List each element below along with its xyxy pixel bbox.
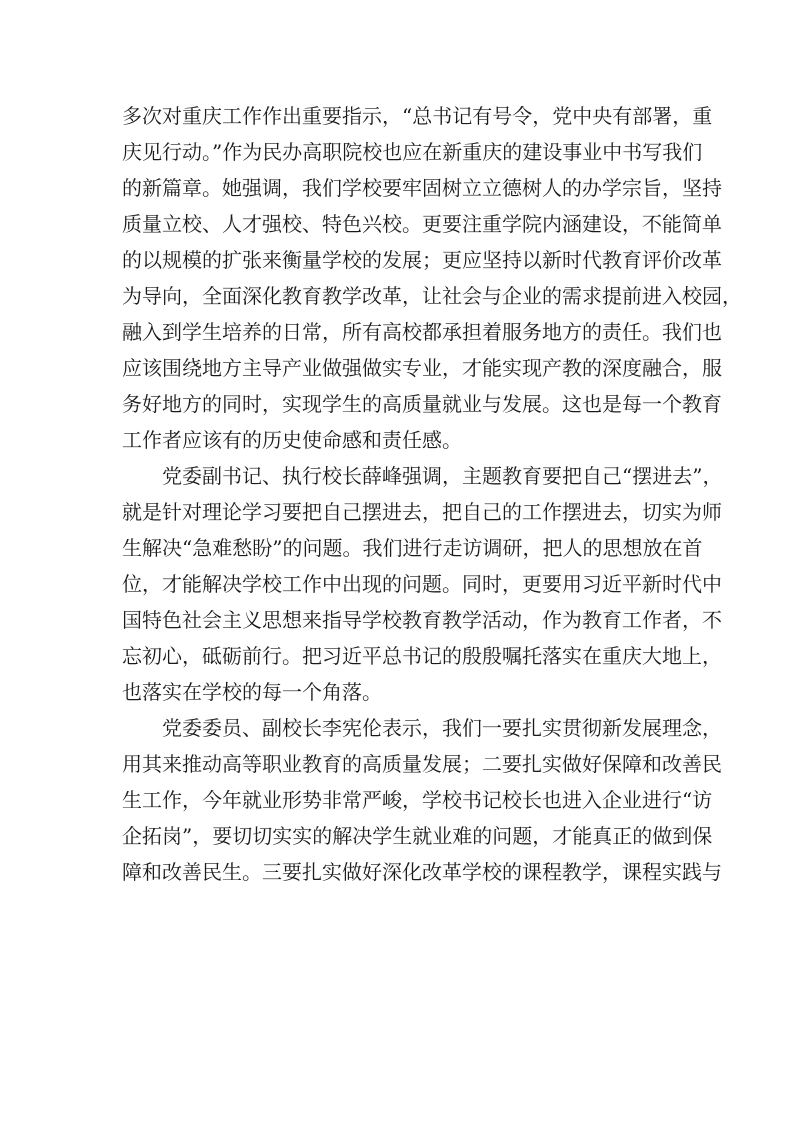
paragraph-2-line-5: 国特色社会主义思想来指导学校教育教学活动，作为教育工作者，不 <box>122 608 722 632</box>
paragraph-3-line-5: 障和改善民生。三要扎实做好深化改革学校的课程教学，课程实践与 <box>122 860 722 884</box>
paragraph-2-line-2: 就是针对理论学习要把自己摆进去，把自己的工作摆进去，切实为师 <box>122 500 722 524</box>
paragraph-1-line-9: 务好地方的同时，实现学生的高质量就业与发展。这也是每一个教育 <box>122 392 722 416</box>
paragraph-2-line-6: 忘初心，砥砺前行。把习近平总书记的殷殷嘱托落实在重庆大地上， <box>122 644 722 668</box>
paragraph-2-line-3: 生解决“急难愁盼”的问题。我们进行走访调研，把人的思想放在首 <box>122 536 703 560</box>
paragraph-2-line-4: 位，才能解决学校工作中出现的问题。同时，更要用习近平新时代中 <box>122 572 722 596</box>
paragraph-3-line-3: 生工作，今年就业形势非常严峻，学校书记校长也进入企业进行“访 <box>122 788 713 812</box>
paragraph-3-line-2: 用其来推动高等职业教育的高质量发展；二要扎实做好保障和改善民 <box>122 752 722 776</box>
paragraph-3-line-4: 企拓岗”，要切切实实的解决学生就业难的问题，才能真正的做到保 <box>122 824 713 848</box>
paragraph-1-line-7: 融入到学生培养的日常，所有高校都承担着服务地方的责任。我们也 <box>122 320 722 344</box>
paragraph-1-line-6: 为导向，全面深化教育教学改革，让社会与企业的需求提前进入校园， <box>122 284 742 308</box>
paragraph-1-line-1: 多次对重庆工作作出重要指示，“总书记有号令，党中央有部署，重 <box>122 104 713 128</box>
paragraph-3-line-1: 党委委员、副校长李宪伦表示，我们一要扎实贯彻新发展理念， <box>162 716 722 740</box>
paragraph-1-line-2: 庆见行动。”作为民办高职院校也应在新重庆的建设事业中书写我们 <box>122 140 703 164</box>
paragraph-1-line-8: 应该围绕地方主导产业做强做实专业，才能实现产教的深度融合，服 <box>122 356 722 380</box>
paragraph-1-line-10: 工作者应该有的历史使命感和责任感。 <box>122 428 462 452</box>
paragraph-1-line-5: 的以规模的扩张来衡量学校的发展；更应坚持以新时代教育评价改革 <box>122 248 722 272</box>
paragraph-2-line-1: 党委副书记、执行校长薛峰强调，主题教育要把自己“摆进去”， <box>162 464 723 488</box>
paragraph-2-line-7: 也落实在学校的每一个角落。 <box>122 680 382 704</box>
paragraph-1-line-4: 质量立校、人才强校、特色兴校。更要注重学院内涵建设，不能简单 <box>122 212 722 236</box>
paragraph-1-line-3: 的新篇章。她强调，我们学校要牢固树立立德树人的办学宗旨，坚持 <box>122 176 722 200</box>
